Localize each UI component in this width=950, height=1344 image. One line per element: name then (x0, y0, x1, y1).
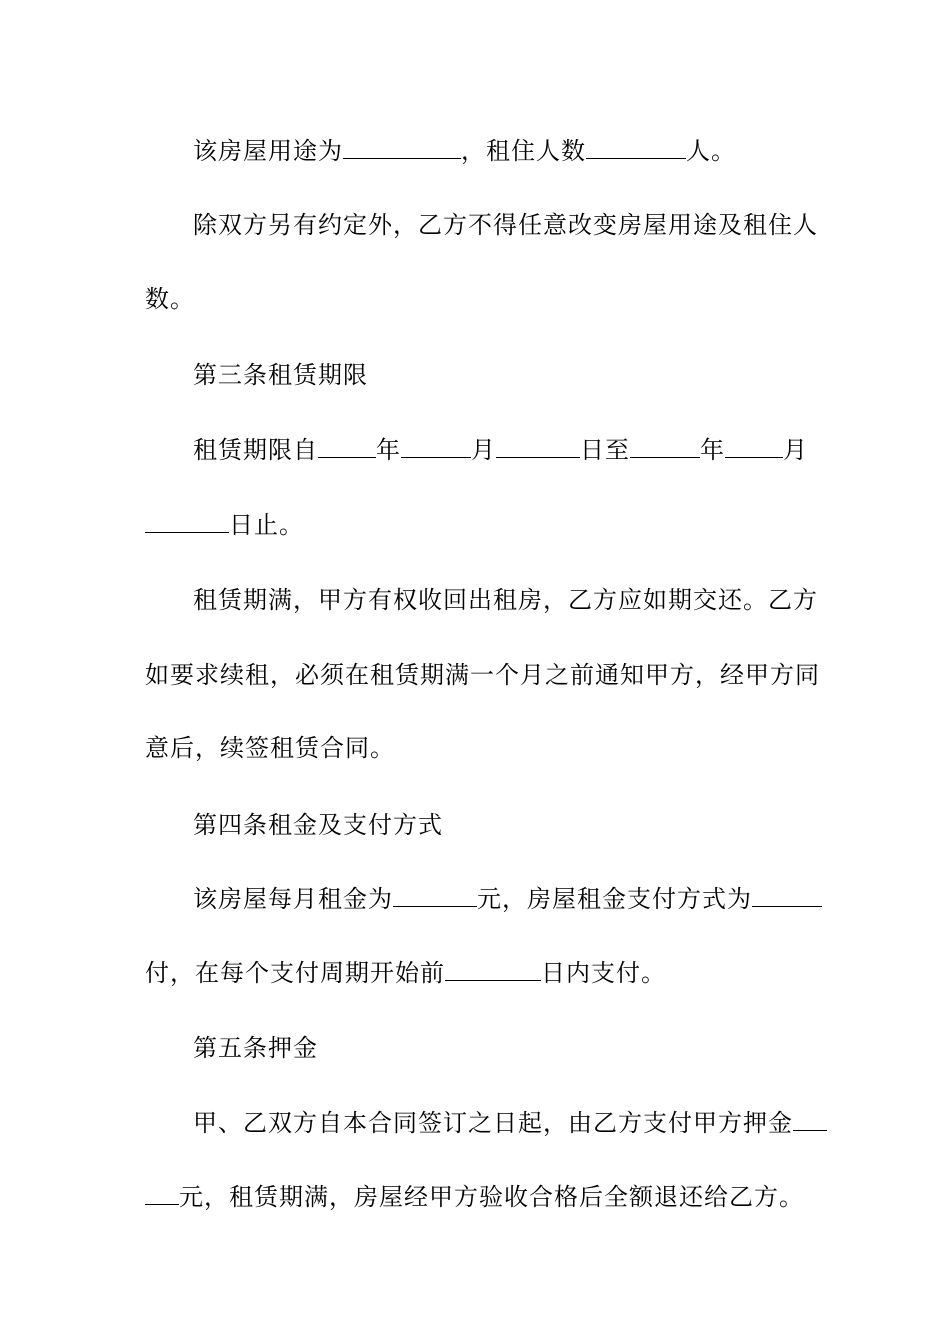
rent-line-2 (145, 958, 666, 988)
article-4-heading: 第四条租金及支付方式 (193, 811, 443, 839)
usage-restriction-line-1: 除双方另有约定外，乙方不得任意改变房屋用途及租住人 (193, 211, 818, 239)
monthly-rent-blank (393, 884, 477, 907)
occupants-blank (586, 136, 686, 159)
start-day-blank (496, 435, 580, 458)
deposit-label: 甲、乙双方自本合同签订之日起，由乙方支付甲方押金 (193, 1109, 793, 1137)
usage-restriction-line-2: 数。 (145, 285, 195, 313)
usage-blank (343, 136, 461, 159)
start-day-to-label: 日至 (580, 436, 630, 464)
lease-from-label: 租赁期限自 (193, 436, 318, 464)
article-5-heading: 第五条押金 (193, 1034, 318, 1062)
article-3-heading: 第三条租赁期限 (193, 361, 368, 389)
payment-method-label: 元，房屋租金支付方式为 (477, 885, 752, 913)
start-year-blank (318, 435, 376, 458)
usage-line (193, 136, 736, 166)
payment-days-blank (445, 958, 541, 981)
end-day-label: 日止。 (229, 511, 304, 539)
end-month-label: 月 (783, 436, 808, 464)
end-year-blank (630, 435, 700, 458)
renewal-line-1: 租赁期满，甲方有权收回出租房，乙方应如期交还。乙方 (193, 586, 818, 614)
rent-line-1 (193, 884, 822, 914)
monthly-rent-label: 该房屋每月租金为 (193, 885, 393, 913)
end-day-blank (145, 510, 229, 533)
deposit-refund-label: 元，租赁期满，房屋经甲方验收合格后全额退还给乙方。 (179, 1183, 804, 1211)
renewal-line-3: 意后，续签租赁合同。 (145, 734, 395, 762)
lease-period-line-1 (193, 435, 808, 465)
start-month-blank (401, 435, 471, 458)
payment-days-label: 日内支付。 (541, 959, 666, 987)
start-year-label: 年 (376, 436, 401, 464)
payment-method-blank (752, 884, 822, 907)
payment-cycle-label: 付，在每个支付周期开始前 (145, 959, 445, 987)
occupants-label: ，租住人数 (461, 137, 586, 165)
deposit-line-2 (145, 1182, 804, 1212)
lease-period-line-2 (145, 510, 304, 540)
deposit-blank-part-1 (793, 1108, 827, 1131)
usage-label: 该房屋用途为 (193, 137, 343, 165)
renewal-line-2: 如要求续租，必须在租赁期满一个月之前通知甲方，经甲方同 (145, 661, 820, 689)
deposit-line-1 (193, 1108, 827, 1138)
end-month-blank (725, 435, 783, 458)
deposit-blank-part-2 (145, 1182, 179, 1205)
end-year-label: 年 (700, 436, 725, 464)
occupants-unit: 人。 (686, 137, 736, 165)
start-month-label: 月 (471, 436, 496, 464)
